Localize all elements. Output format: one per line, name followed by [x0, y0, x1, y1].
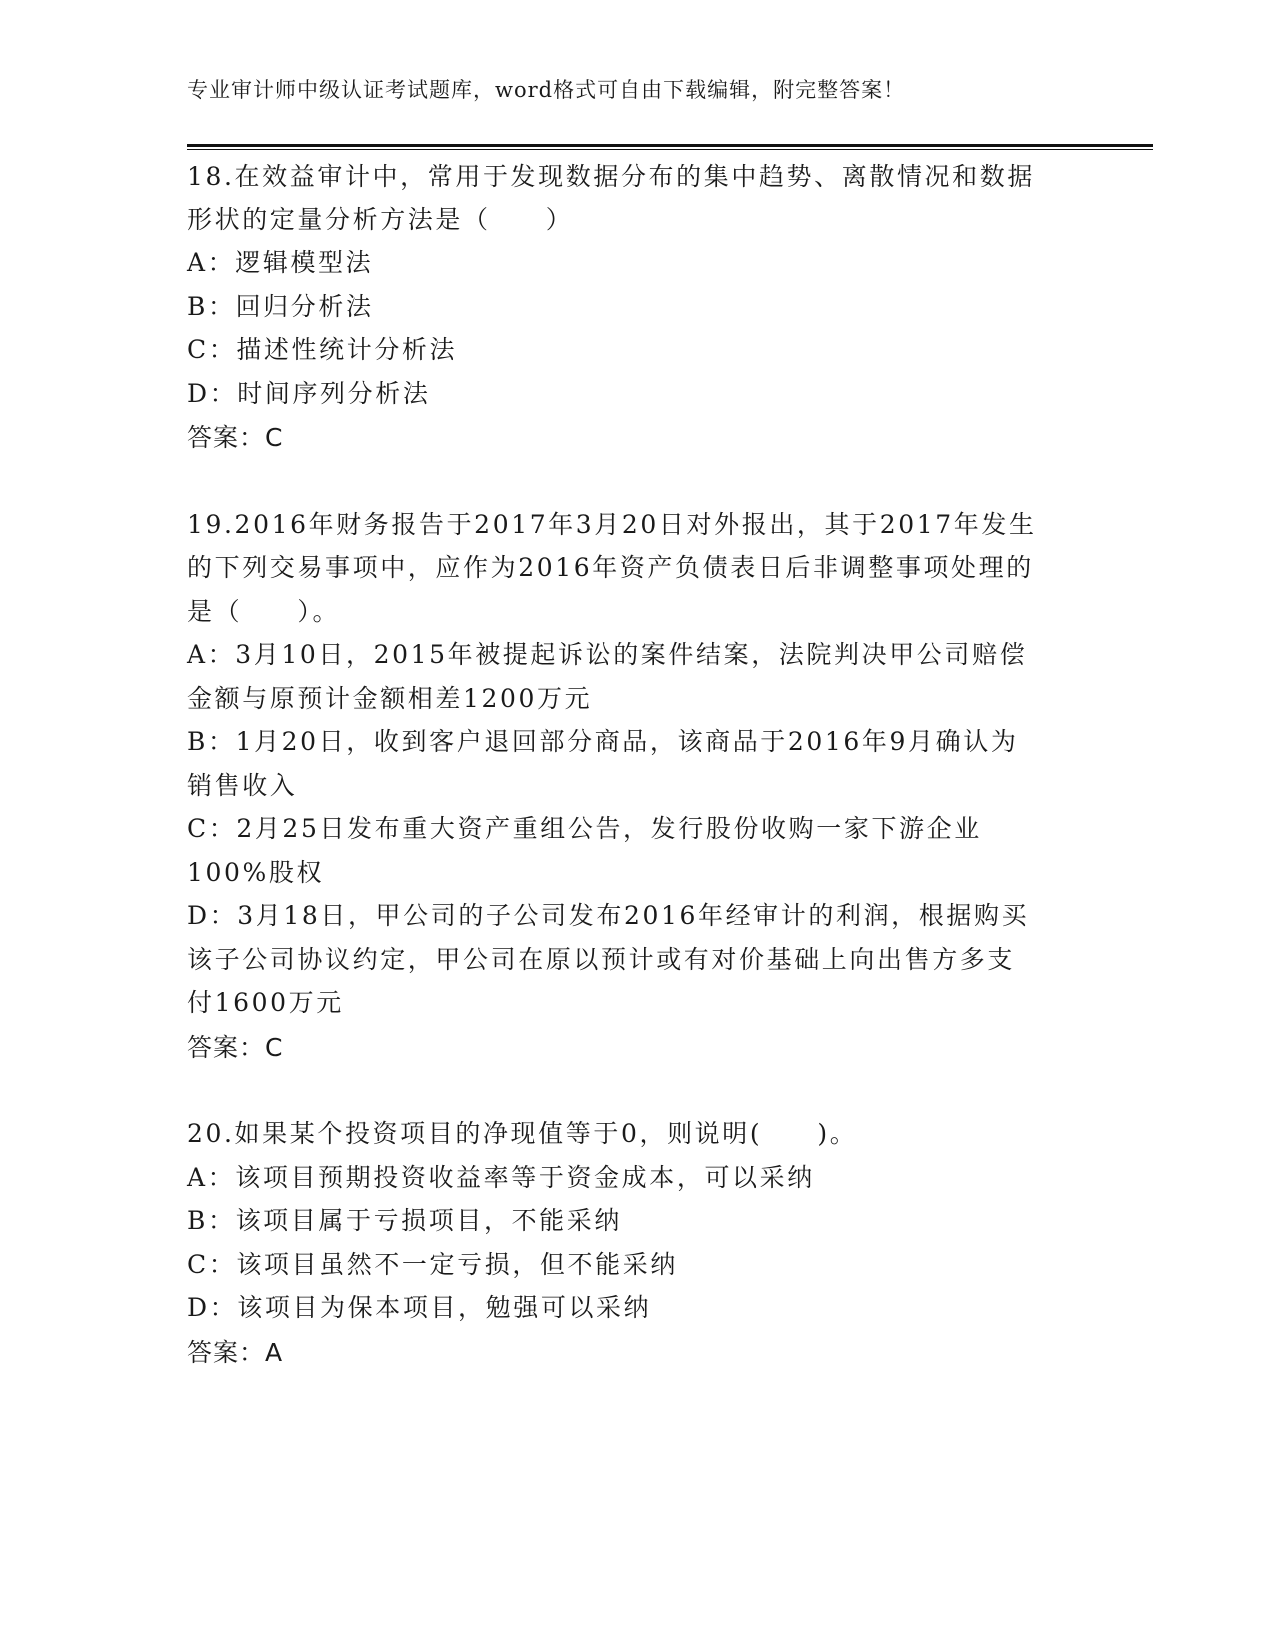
header-rule-thin	[187, 149, 1153, 150]
question-19-option-d-line-2: 该子公司协议约定，甲公司在原以预计或有对价基础上向出售方多支	[187, 945, 1016, 974]
question-19-option-d-line-1: D：3月18日，甲公司的子公司发布2016年经审计的利润，根据购买	[187, 901, 1030, 930]
question-20-answer: 答案：A	[187, 1338, 284, 1367]
question-18-option-b: B：回归分析法	[187, 292, 374, 321]
question-19-option-b-line-1: B：1月20日，收到客户退回部分商品，该商品于2016年9月确认为	[187, 727, 1019, 756]
question-19-option-b-line-2: 销售收入	[187, 771, 298, 800]
question-18-option-a: A：逻辑模型法	[187, 248, 374, 277]
question-18-option-d: D：时间序列分析法	[187, 379, 431, 408]
question-18-stem-line-2: 形状的定量分析方法是（ ）	[187, 205, 574, 234]
question-20-option-c: C：该项目虽然不一定亏损，但不能采纳	[187, 1250, 678, 1279]
question-19-option-d-line-3: 付1600万元	[187, 988, 344, 1017]
question-20-option-d: D：该项目为保本项目，勉强可以采纳	[187, 1293, 652, 1322]
question-20-option-a: A：该项目预期投资收益率等于资金成本，可以采纳	[187, 1163, 815, 1192]
question-19-option-c-line-2: 100%股权	[187, 858, 325, 887]
question-20-stem-line-1: 20.如果某个投资项目的净现值等于0，则说明( )。	[187, 1119, 858, 1148]
question-18-answer: 答案：C	[187, 423, 284, 452]
header-rule-thick	[187, 144, 1153, 147]
question-19-answer: 答案：C	[187, 1033, 284, 1062]
question-19-stem-line-3: 是（ ）。	[187, 597, 341, 626]
question-19-stem-line-2: 的下列交易事项中，应作为2016年资产负债表日后非调整事项处理的	[187, 553, 1034, 582]
question-19-stem-line-1: 19.2016年财务报告于2017年3月20日对外报出，其于2017年发生	[187, 510, 1037, 539]
question-19-option-a-line-1: A：3月10日，2015年被提起诉讼的案件结案，法院判决甲公司赔偿	[187, 640, 1028, 669]
question-18-option-c: C：描述性统计分析法	[187, 335, 458, 364]
page-header: 专业审计师中级认证考试题库，word格式可自由下载编辑，附完整答案！	[187, 78, 906, 102]
question-19-option-c-line-1: C：2月25日发布重大资产重组公告，发行股份收购一家下游企业	[187, 814, 982, 843]
question-20-option-b: B：该项目属于亏损项目，不能采纳	[187, 1206, 622, 1235]
question-18-stem-line-1: 18.在效益审计中，常用于发现数据分布的集中趋势、离散情况和数据	[187, 162, 1035, 191]
question-19-option-a-line-2: 金额与原预计金额相差1200万元	[187, 684, 593, 713]
